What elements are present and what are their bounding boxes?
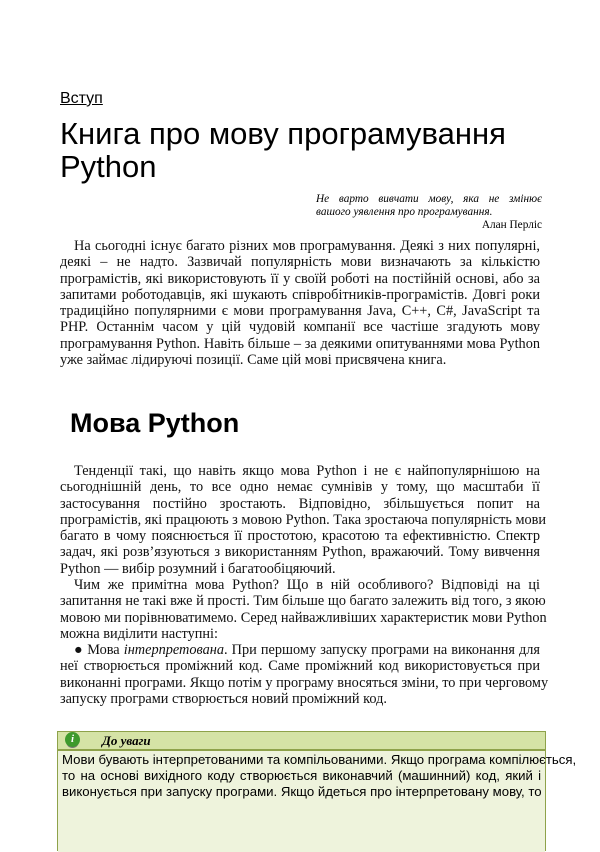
note-body — [58, 751, 577, 852]
chapter-title-line: Книга про мову програмування — [60, 116, 506, 151]
paragraph-line: На сьогодні існує багато різних мов програмування. Деякі з них популярні, — [74, 238, 540, 254]
paragraph-line: програмістів, які використовують її у своїй роботі на постійній основі, або за — [60, 270, 540, 287]
note-box — [57, 731, 577, 851]
epigraph-line: Не варто вивчати мову, яка не змінює — [316, 193, 542, 205]
section-label: Вступ — [60, 90, 103, 107]
note-line: то на основі вихідного коду створюється виконавчий (машинний) код, який і — [62, 768, 541, 783]
bullet-line: неї створюється проміжний код. Саме проміжний код використовується при — [60, 658, 540, 675]
bullet-prefix: ● Мова — [74, 642, 124, 658]
note-header — [58, 732, 545, 751]
paragraph-line: можна виділити наступні: — [60, 625, 218, 642]
bullet-emphasis: інтерпретована — [123, 642, 225, 658]
paragraph-line: запитами роботодавців, які шукають співробітників-програмістів. Довгі роки — [60, 286, 540, 303]
paragraph-line: уже займає лідируючі позиції. Саме цій мові присвячена книга. — [60, 352, 447, 369]
epigraph-line: вашого уявлення про програмування. — [316, 206, 493, 218]
paragraph-line: запитання не такі вже й прості. Тим більше що багато залежить від того, з якою — [60, 593, 546, 610]
bullet-first-line — [60, 642, 540, 658]
body-paragraph — [60, 577, 547, 642]
paragraph-line: деякі – не надто. Зазвичай популярність мови визначають за кількістю — [60, 254, 540, 271]
paragraph-line: сьогоднішній день, то все одно немає сумнівів у тому, що масштаби її — [60, 479, 540, 496]
intro-paragraph — [60, 238, 540, 368]
paragraph-line: Тенденції такі, що навіть якщо мова Python і не є найпопулярнішою на — [74, 463, 540, 479]
info-icon: i — [65, 732, 80, 747]
paragraph-line: мовою ми порівнюватимемо. Серед найважливіших характеристик мови Python — [60, 609, 547, 626]
paragraph-line: задач, які розв’язуються з використанням Python, вражаючий. Тому вивчення — [60, 544, 540, 561]
chapter-title — [60, 117, 540, 183]
chapter-title-line: Python — [60, 149, 157, 184]
paragraph-line: Python — вибір розумний і багатообіцяючий. — [60, 560, 336, 577]
bullet-item — [60, 642, 549, 707]
bullet-line: запуску програми створюється новий проміжний код. — [60, 690, 387, 707]
paragraph-line: PHP. Останнім часом у цій чудовій компанії все частіше згадують мову — [60, 319, 540, 336]
paragraph-line: програмістів, які працюють з мовою Python. Така зростаюча популярність мови — [60, 511, 547, 528]
bullet-line: виконанні програми. Якщо потім у програму вносяться зміни, то при черговому — [60, 674, 549, 691]
paragraph-line: традиційно популярними є мови програмування Java, C++, C#, JavaScript та — [60, 303, 540, 320]
note-line: виконується при запуску програми. Якщо йдеться про інтерпретовану мову, то — [62, 784, 542, 799]
epigraph — [316, 193, 542, 232]
epigraph-author: Алан Перліс — [481, 219, 542, 231]
bullet-text: . При першому запуску програми на виконання для — [224, 642, 540, 658]
section-heading: Мова Python — [70, 408, 240, 438]
paragraph-line: застосування постійно зростають. Відповідно, збільшується попит на — [60, 495, 540, 512]
body-paragraph — [60, 463, 547, 577]
paragraph-line: багато в чому пояснюється її простотою, красотою та ефективністю. Спектр — [60, 528, 540, 545]
paragraph-line: Чим же примітна мова Python? Що в ній особливого? Відповіді на ці — [74, 577, 540, 593]
paragraph-line: програмування Python. Навіть більше – за деякими опитуваннями мова Python — [60, 335, 540, 352]
note-title: До уваги — [102, 733, 151, 748]
note-line: Мови бувають інтерпретованими та компільованими. Якщо програма компілюється, — [62, 752, 577, 767]
